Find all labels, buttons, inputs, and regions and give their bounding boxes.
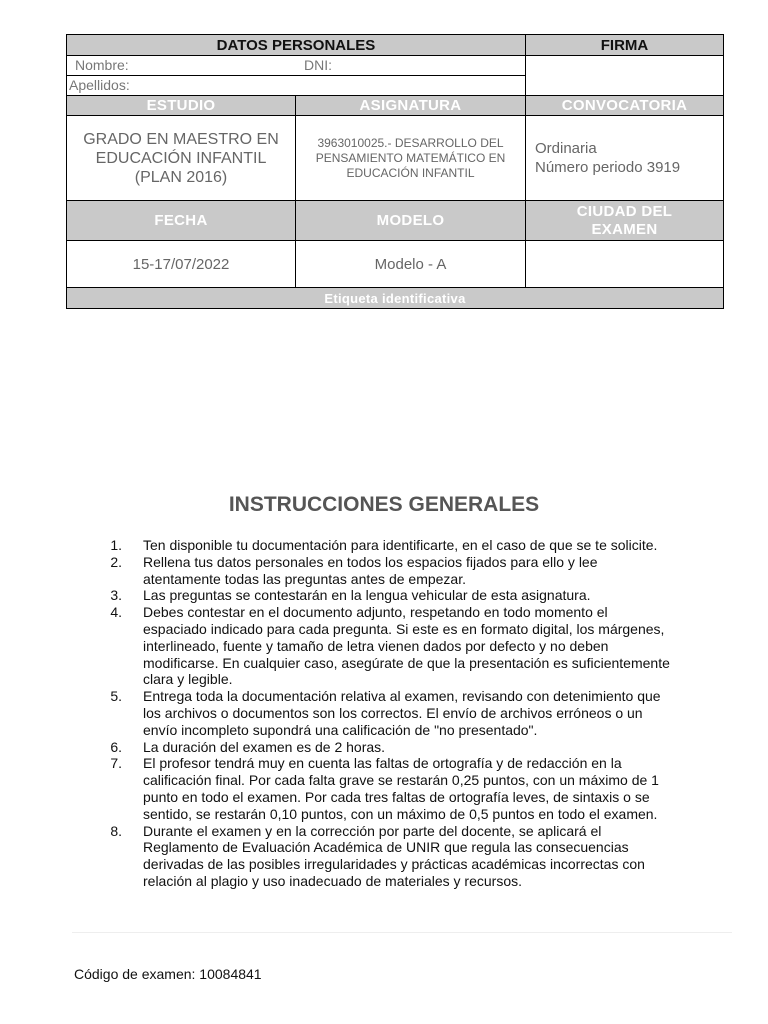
instruction-number: 8. [110, 822, 122, 839]
modelo-header: MODELO [296, 201, 526, 240]
instructions-list [100, 537, 740, 890]
instruction-item [100, 688, 740, 738]
instruction-item [100, 755, 740, 822]
exam-values-row [67, 241, 723, 288]
convocatoria-line: Número periodo 3919 [535, 159, 681, 176]
instruction-text [143, 739, 740, 756]
apellidos-label: Apellidos: [69, 77, 130, 93]
instruction-text [143, 755, 740, 822]
course-headers-row [67, 96, 723, 116]
instruction-line: espaciado indicado para cada pregunta. Si este es en formato digital, los márgenes, [143, 620, 665, 637]
instruction-text [143, 554, 740, 588]
instruction-line: Durante el examen y en la corrección por parte del docente, se aplicará el [143, 822, 602, 839]
asignatura-line: 3963010025.- DESARROLLO DEL [317, 135, 504, 150]
personal-data-section [67, 35, 723, 96]
instruction-number: 7. [110, 755, 122, 772]
instructions-title: INSTRUCCIONES GENERALES [228, 493, 540, 516]
instruction-text [143, 587, 740, 604]
instruction-line: interlineado, fuente y tamaño de letra vienen dados por defecto y no deben [143, 637, 609, 654]
asignatura-line: PENSAMIENTO MATEMÁTICO EN [315, 150, 506, 165]
instruction-line: Las preguntas se contestarán en la lengua vehicular de esta asignatura. [143, 587, 591, 604]
instruction-line: sentido, se restarán 0,10 puntos, con un máximo de 0,5 puntos en todo el examen. [143, 805, 658, 822]
instruction-line: Debes contestar en el documento adjunto, respetando en todo momento el [143, 604, 608, 621]
instruction-line: atentamente todas las preguntas antes de empezar. [143, 570, 466, 587]
convocatoria-header: CONVOCATORIA [526, 96, 723, 115]
estudio-line: (PLAN 2016) [134, 168, 228, 186]
course-values-row [67, 116, 723, 201]
instruction-line: relación al plagio y uso inadecuado de materiales y recursos. [143, 872, 522, 889]
instruction-item [100, 554, 740, 588]
estudio-line: GRADO EN MAESTRO EN [83, 130, 279, 148]
fecha-value: 15-17/07/2022 [67, 241, 296, 287]
ciudad-header [526, 201, 723, 240]
instruction-number: 3. [110, 587, 122, 604]
asignatura-value [296, 116, 526, 200]
instruction-text [143, 604, 740, 688]
instruction-item [100, 823, 740, 890]
nombre-label: Nombre: [75, 57, 129, 73]
firma-box [526, 56, 723, 95]
instruction-text [143, 823, 740, 890]
convocatoria-line: Ordinaria [535, 140, 597, 157]
etiqueta-row [67, 288, 723, 308]
instruction-number: 2. [110, 553, 122, 570]
exam-headers-row [67, 201, 723, 241]
personal-data-header: DATOS PERSONALES [67, 35, 525, 56]
instruction-item [100, 587, 740, 604]
firma-header: FIRMA [526, 35, 723, 56]
instruction-line: Entrega toda la documentación relativa al examen, revisando con detenimiento que [143, 688, 661, 705]
instruction-number: 4. [110, 604, 122, 621]
estudio-line: EDUCACIÓN INFANTIL [95, 149, 267, 167]
estudio-value [67, 116, 296, 200]
exam-code: Código de examen: 10084841 [74, 966, 262, 982]
instruction-line: modificarse. En cualquier caso, asegúrate de que la presentación es suficientemente [143, 654, 670, 671]
dni-label: DNI: [304, 57, 332, 73]
instruction-number: 1. [110, 537, 122, 553]
instruction-line: derivadas de las posibles irregularidades y prácticas académicas incorrectas con [143, 856, 645, 873]
exam-header-table [66, 34, 724, 309]
modelo-value: Modelo - A [296, 241, 526, 287]
instruction-line: Ten disponible tu documentación para identificarte, en el caso de que se te solicite. [143, 537, 658, 553]
estudio-header: ESTUDIO [67, 96, 296, 115]
instruction-number: 5. [110, 688, 122, 705]
instruction-line: clara y legible. [143, 671, 233, 688]
instruction-line: Reglamento de Evaluación Académica de UNIR que regula las consecuencias [143, 839, 629, 856]
ciudad-header-line: EXAMEN [591, 220, 658, 238]
instruction-item [100, 604, 740, 688]
instruction-text [143, 688, 740, 738]
instruction-line: punto en todo el examen. Por cada tres faltas de ortografía leves, de sintaxis o se [143, 788, 650, 805]
instruction-item [100, 739, 740, 756]
convocatoria-value [526, 116, 723, 200]
asignatura-line: EDUCACIÓN INFANTIL [346, 165, 475, 180]
instruction-line: El profesor tendrá muy en cuenta las faltas de ortografía y de redacción en la [143, 755, 622, 772]
instruction-item [100, 537, 740, 554]
footer-divider [72, 932, 732, 933]
instruction-line: envío incompleto supondrá una calificación de "no presentado". [143, 721, 538, 738]
instruction-line: los archivos o documentos son los correctos. El envío de archivos erróneos o un [143, 704, 643, 721]
instruction-line: calificación final. Por cada falta grave se restarán 0,25 puntos, con un máximo de 1 [143, 772, 659, 789]
fecha-header: FECHA [67, 201, 296, 240]
etiqueta-identificativa: Etiqueta identificativa [67, 288, 723, 308]
nombre-dni-row [67, 56, 525, 76]
instruction-line: Rellena tus datos personales en todos los espacios fijados para ello y lee [143, 553, 598, 570]
apellidos-row [67, 76, 525, 95]
ciudad-header-line: CIUDAD DEL [576, 202, 673, 220]
instruction-text [143, 537, 740, 554]
instruction-line: La duración del examen es de 2 horas. [143, 738, 386, 755]
ciudad-value [526, 241, 723, 287]
asignatura-header: ASIGNATURA [296, 96, 526, 115]
instruction-number: 6. [110, 738, 122, 755]
